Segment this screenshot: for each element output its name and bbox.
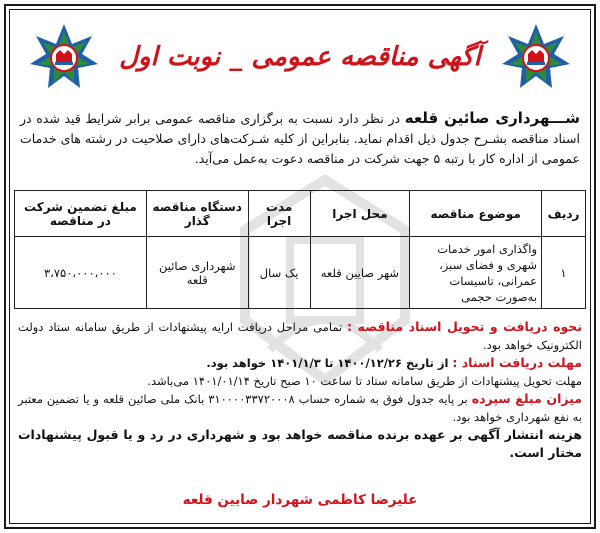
cell-row-number: ۱ (542, 237, 586, 309)
intro-text: در نظر دارد نسبت به برگزاری مناقصه عمومی برابر شرایط قید شده در اسناد مناقصه بشـرح جدول ذیل اقدام نماید. بنابراین از کلیه شـرکت‌های دارای صلاحیت در رشته های خدمات عمومی از اداره کار با رتبه ۵ جهت شرکت در مناقصه دعوت به‌عمل می‌آید. (20, 111, 580, 166)
tender-table (14, 190, 586, 309)
signature: علیرضا کاظمی شهردار صایین قلعه (182, 492, 418, 508)
submit-section: مهلت تحویل پیشنهادات از طریق سامانه ستاد تا ساعت ۱۰ صبح تاریخ ۱۴۰۱/۰۱/۱۴ می‌باشد. (147, 373, 582, 388)
receive-text: تمامی مراحل دریافت ارایه پیشنهادات از طریق سامانه ستاد دولت الکترونیک خواهد بود. (18, 320, 582, 352)
table-row (15, 237, 586, 309)
notice-body (18, 318, 582, 461)
receive-label: نحوه دریافت و تحویل اسناد مناقصه : (347, 319, 582, 334)
publication-cost-note: هزینه انتشار آگهی بر عهده برنده مناقصه خواهد بود و شهرداری در رد و یا قبول پیشنهادات مختار است. (18, 427, 582, 460)
bond-text: بر پایه جدول فوق به شماره حساب ۳۱۰۰۰۰۳۳۷۲۰۰۰۸ بانک ملی صائین قلعه و یا تضمین معتبر به نفع شهرداری خواهد بود. (18, 392, 582, 424)
cell-subject: واگذاری امور خدمات شهری و فضای سبز، عمرانی، تاسیسات به‌صورت حجمی (410, 237, 542, 309)
cell-duration: یک سال (248, 237, 310, 309)
header-subject: موضوع مناقصه (410, 191, 542, 237)
bond-section (18, 390, 582, 426)
cell-place: شهر صایین قلعه (310, 237, 410, 309)
right-star-emblem-icon (500, 22, 572, 94)
cell-organizer: شهرداری صائین قلعه (146, 237, 248, 309)
deadline-section (18, 354, 582, 373)
intro-paragraph (20, 108, 580, 169)
cell-bond: ۳،۷۵۰،۰۰۰،۰۰۰ (15, 237, 147, 309)
bond-label: میزان مبلغ سپرده (471, 391, 582, 406)
header-organizer: دستگاه مناقصه گذار (146, 191, 248, 237)
organization-name: شـــهرداری صائین قلعه (404, 109, 581, 127)
receive-section (18, 318, 582, 354)
deadline-text: از تاریخ ۱۴۰۰/۱۲/۲۶ تا ۱۴۰۱/۱/۳ خواهد بود. (206, 356, 453, 370)
header-place: محل اجرا (310, 191, 410, 237)
header-duration: مدت اجرا (248, 191, 310, 237)
left-star-emblem-icon (28, 22, 100, 94)
notice-title: آگهی مناقصه عمومی _ نوبت اول (119, 42, 481, 72)
header-row-number: ردیف (542, 191, 586, 237)
table-header-row (15, 191, 586, 237)
deadline-label: مهلت دریافت اسناد : (452, 355, 582, 370)
header-bond: مبلغ تضمین شرکت در مناقصه (15, 191, 147, 237)
